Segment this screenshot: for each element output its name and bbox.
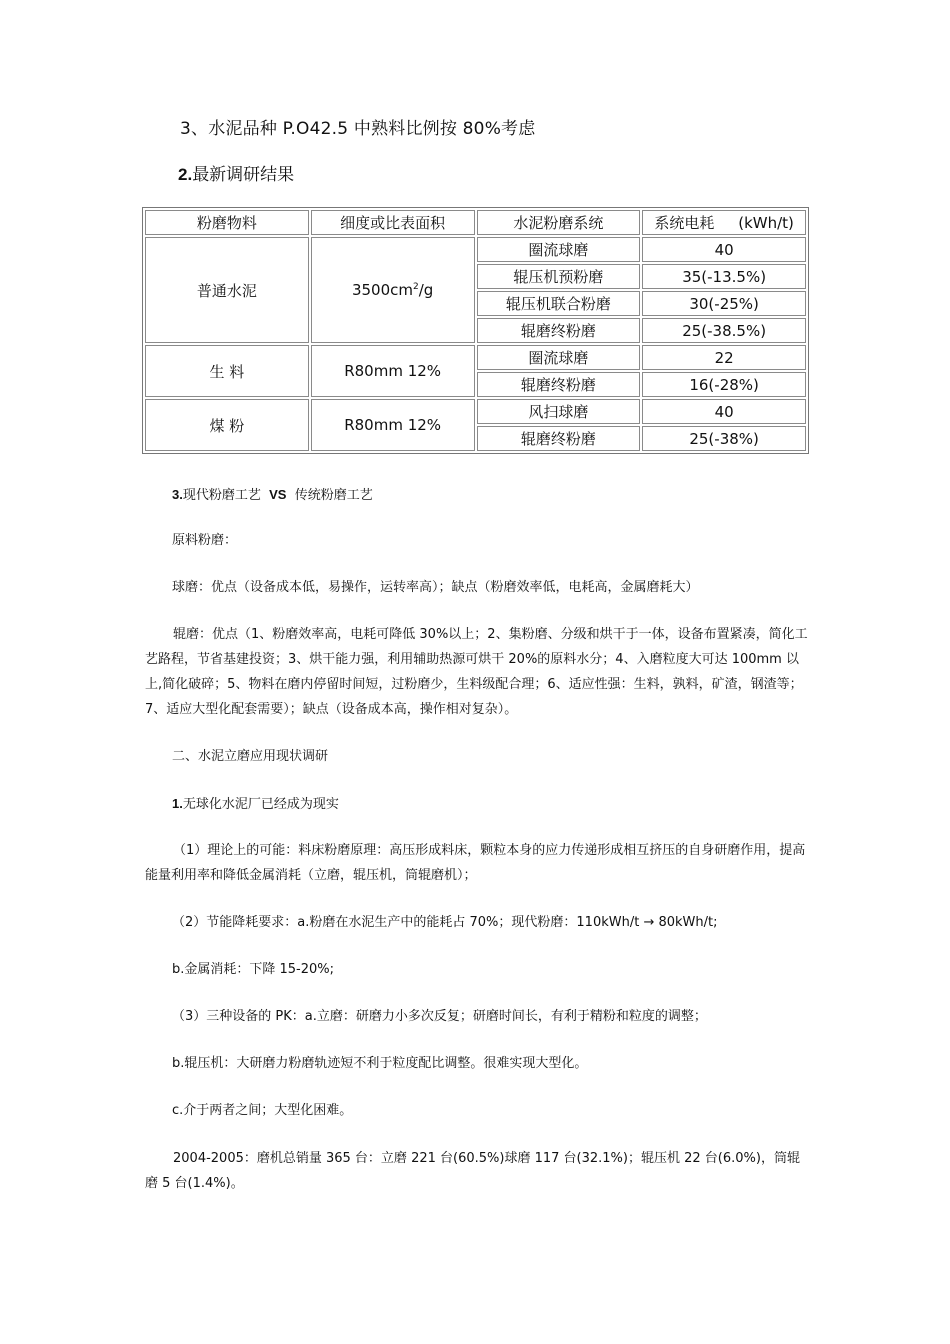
- header-power-unit: (kWh/t): [738, 214, 794, 232]
- energy-paragraph: （2）节能降耗要求：a.粉磨在水泥生产中的能耗占 70%；现代粉磨：110kWh/t → 80kWh/t;: [172, 915, 718, 930]
- sec3-vs: VS: [269, 487, 287, 502]
- table-row: [145, 399, 806, 424]
- equipment-pk-paragraph: （3）三种设备的 PK：a.立磨：研磨力小多次反复；研磨时间长，有利于精粉和粒度的调整；: [172, 1009, 707, 1024]
- fineness-cement: [311, 237, 475, 343]
- heading-number: 2.: [178, 165, 193, 184]
- power-cell: 22: [642, 345, 806, 370]
- grinding-power-table: [142, 207, 809, 454]
- power-cell: 30(-25%): [642, 291, 806, 316]
- system-cell: 辊磨终粉磨: [477, 318, 641, 343]
- sec1-number: 1.: [172, 796, 183, 811]
- section-two-heading: 二、水泥立磨应用现状调研: [172, 749, 329, 764]
- system-cell: 辊磨终粉磨: [477, 372, 641, 397]
- sec1-text: 无球化水泥厂已经成为现实: [182, 797, 339, 812]
- raw-grinding-label: 原料粉磨：: [172, 533, 238, 548]
- ball-mill-paragraph: 球磨：优点（设备成本低，易操作，运转率高）；缺点（粉磨效率低，电耗高，金属磨耗大）: [172, 580, 699, 595]
- section-line-clinker-ratio: 3、水泥品种 P.O42.5 中熟料比例按 80%考虑: [180, 119, 536, 139]
- header-fineness: 细度或比表面积: [311, 210, 475, 235]
- header-power-label: 系统电耗: [654, 214, 715, 232]
- fineness-coal: R80mm 12%: [311, 399, 475, 451]
- system-cell: 圈流球磨: [477, 237, 641, 262]
- roller-press-paragraph: b.辊压机：大研磨力粉磨轨迹短不利于粒度配比调整。很难实现大型化。: [172, 1056, 588, 1071]
- heading-text: 最新调研结果: [192, 165, 295, 185]
- power-cell: 40: [642, 237, 806, 262]
- material-coal: 煤 粉: [145, 399, 309, 451]
- header-material: 粉磨物料: [145, 210, 309, 235]
- power-cell: 25(-38%): [642, 426, 806, 451]
- between-paragraph: c.介于两者之间；大型化困难。: [172, 1103, 353, 1118]
- table-row: [145, 345, 806, 370]
- roller-mill-paragraph: 辊磨：优点（1、粉磨效率高，电耗可降低 30%以上；2、集粉磨、分级和烘干于一体，设备布置紧凑，简化工艺路程，节省基建投资；3、烘干能力强，利用辅助热源可烘干 20%的原料水分；4、入磨粒度大可达 100mm 以上,简化破碎；5、物料在磨内停留时间短，过粉磨少，生料级配合理；6、适应性强：生料，孰料，矿渣，钢渣等；7、适应大型化配套需要）；缺点（设备成本高，操作相对复杂）。: [145, 627, 808, 717]
- sales-paragraph: 2004-2005：磨机总销量 365 台：立磨 221 台(60.5%)球磨 117 台(32.1%)；辊压机 22 台(6.0%)，筒辊磨 5 台(1.4%)。: [145, 1151, 800, 1191]
- system-cell: 辊压机联合粉磨: [477, 291, 641, 316]
- fineness-cement-sup: 2: [412, 282, 419, 292]
- system-cell: 辊磨终粉磨: [477, 426, 641, 451]
- header-system: 水泥粉磨系统: [477, 210, 641, 235]
- system-cell: 风扫球磨: [477, 399, 641, 424]
- sec3-traditional: 传统粉磨工艺: [294, 488, 373, 503]
- metal-consumption-paragraph: b.金属消耗：下降 15-20%;: [172, 962, 335, 977]
- heading-latest-research: [178, 160, 294, 185]
- system-cell: 辊压机预粉磨: [477, 264, 641, 289]
- power-cell: 40: [642, 399, 806, 424]
- theory-paragraph: （1）理论上的可能：料床粉磨原理：高压形成料床，颗粒本身的应力传递形成相互挤压的自身研磨作用，提高能量利用率和降低金属消耗（立磨，辊压机，筒辊磨机）；: [145, 843, 806, 883]
- header-power: [642, 210, 806, 235]
- power-cell: 35(-13.5%): [642, 264, 806, 289]
- fineness-raw: R80mm 12%: [311, 345, 475, 397]
- system-cell: 圈流球磨: [477, 345, 641, 370]
- sec3-number: 3.: [172, 487, 183, 502]
- material-cement: 普通水泥: [145, 237, 309, 343]
- heading-ballless-plant: [172, 791, 837, 817]
- fineness-cement-base: 3500cm: [351, 281, 413, 299]
- material-raw: 生 料: [145, 345, 309, 397]
- power-cell: 25(-38.5%): [642, 318, 806, 343]
- power-cell: 16(-28%): [642, 372, 806, 397]
- table-row: [145, 237, 806, 262]
- table-header-row: [145, 210, 806, 235]
- heading-modern-vs-traditional: [172, 482, 837, 508]
- sec3-modern: 现代粉磨工艺: [182, 488, 261, 503]
- fineness-cement-tail: /g: [418, 281, 434, 299]
